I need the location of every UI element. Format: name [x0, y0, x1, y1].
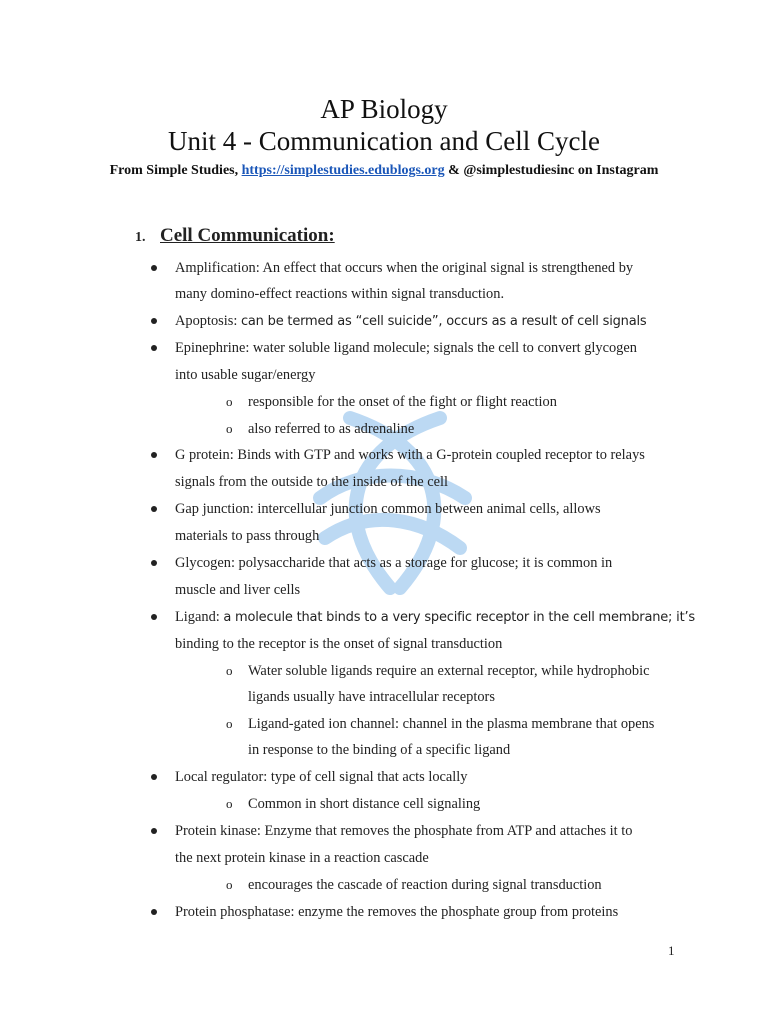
bullet-dot	[151, 828, 157, 834]
sub-bullet-marker: o	[226, 421, 233, 436]
list-item: Protein phosphatase: enzyme the removes the phosphate group from proteins	[175, 904, 619, 920]
list-item: Glycogen: polysaccharide that acts as a storage for glucose; it is common in	[175, 555, 613, 571]
source-line	[100, 160, 668, 181]
list-item-continuation: many domino-effect reactions within signal transduction.	[175, 286, 505, 302]
sub-bullet-marker: o	[226, 877, 233, 892]
document-subtitle: Unit 4 - Communication and Cell Cycle	[168, 126, 600, 156]
list-item-continuation: signals from the outside to the inside of the cell	[175, 474, 448, 490]
bullet-dot	[151, 506, 157, 512]
sub-list-item: Common in short distance cell signaling	[248, 796, 481, 812]
list-item: Amplification: An effect that occurs when the original signal is strengthened by	[175, 260, 634, 276]
sub-bullet-marker: o	[226, 663, 233, 678]
bullet-dot	[151, 774, 157, 780]
sub-list-item-continuation: in response to the binding of a specific ligand	[248, 742, 511, 758]
list-item-continuation: into usable sugar/energy	[175, 367, 316, 383]
sub-list-item-continuation: ligands usually have intracellular receptors	[248, 689, 495, 705]
source-link[interactable]: https://simplestudies.edublogs.org	[241, 163, 445, 178]
list-item-continuation: muscle and liver cells	[175, 582, 301, 598]
list-item-continuation: the next protein kinase in a reaction cascade	[175, 850, 429, 866]
source-suffix: & @simplestudiesinc on Instagram	[448, 163, 659, 178]
list-item: G protein: Binds with GTP and works with a G-protein coupled receptor to relays	[175, 447, 645, 463]
list-item: Epinephrine: water soluble ligand molecule; signals the cell to convert glycogen	[175, 340, 637, 356]
bullet-dot	[151, 560, 157, 566]
bullet-dot	[151, 909, 157, 915]
list-item: Ligand: a molecule that binds to a very specific receptor in the cell membrane; it’s	[175, 609, 695, 625]
sub-bullet-marker: o	[226, 716, 233, 731]
list-item: Protein kinase: Enzyme that removes the phosphate from ATP and attaches it to	[175, 823, 633, 839]
bullet-dot	[151, 318, 157, 324]
sub-bullet-marker: o	[226, 796, 233, 811]
sub-list-item: Water soluble ligands require an external receptor, while hydrophobic	[248, 663, 650, 679]
bullet-dot	[151, 265, 157, 271]
sub-list-item: Ligand-gated ion channel: channel in the plasma membrane that opens	[248, 716, 655, 732]
bullet-dot	[151, 614, 157, 620]
sub-bullet-marker: o	[226, 394, 233, 409]
document-title: AP Biology	[320, 94, 448, 124]
source-prefix: From Simple Studies,	[109, 163, 242, 178]
list-item: Gap junction: intercellular junction common between animal cells, allows	[175, 501, 601, 517]
sub-list-item: responsible for the onset of the fight or flight reaction	[248, 394, 557, 410]
list-item: Local regulator: type of cell signal that acts locally	[175, 769, 468, 785]
list-item-continuation: materials to pass through	[175, 528, 320, 544]
page-number: 1	[668, 943, 675, 958]
sub-list-item: encourages the cascade of reaction during signal transduction	[248, 877, 602, 893]
list-item-continuation: binding to the receptor is the onset of signal transduction	[175, 636, 503, 652]
sub-list-item: also referred to as adrenaline	[248, 421, 415, 437]
bullet-dot	[151, 345, 157, 351]
section-title: Cell Communication:	[160, 225, 335, 246]
bullet-dot	[151, 452, 157, 458]
section-number: 1.	[135, 230, 146, 245]
list-item: Apoptosis: can be termed as “cell suicide”, occurs as a result of cell signals	[175, 313, 647, 329]
